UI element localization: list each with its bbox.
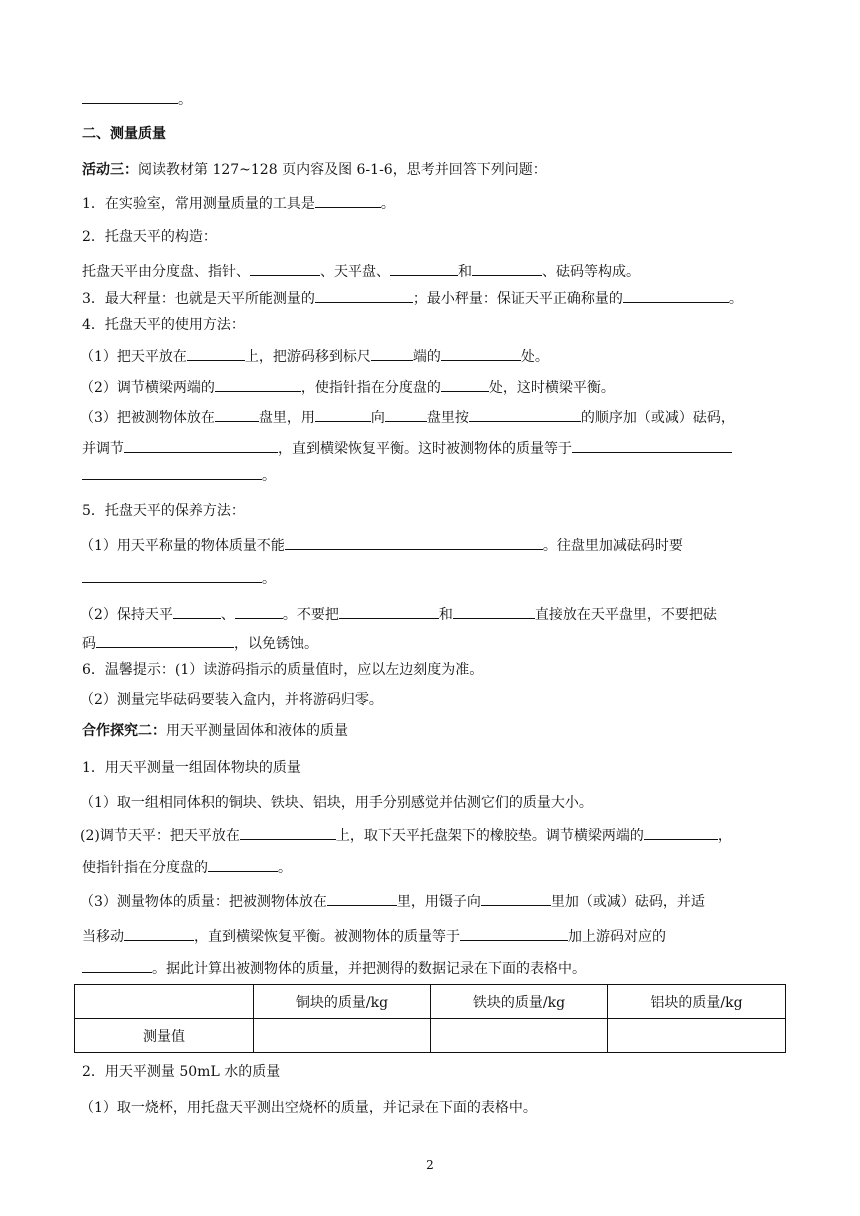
- blank[interactable]: [124, 926, 194, 941]
- blank[interactable]: [124, 438, 278, 453]
- blank[interactable]: [315, 288, 413, 303]
- blank[interactable]: [572, 438, 732, 453]
- inquiry-1-2-cont: 使指针指在分度盘的 。: [82, 857, 778, 878]
- question-4-3-end: 。: [82, 465, 778, 486]
- table-header-cell: [75, 985, 254, 1019]
- blank[interactable]: [390, 261, 458, 276]
- blank[interactable]: [315, 407, 371, 422]
- question-5-1-end: 。: [82, 568, 778, 589]
- question-5-1: （1）用天平称量的物体质量不能 。往盘里加减砝码时要: [80, 535, 778, 556]
- inquiry-1-3: （3）测量物体的质量：把被测物体放在 里，用镊子向 里加（或减）砝码，并适: [80, 891, 778, 912]
- table-header-cell: 铁块的质量/kg: [431, 985, 608, 1019]
- blank[interactable]: [96, 633, 234, 648]
- blank[interactable]: [215, 377, 301, 392]
- question-5-2: （2）保持天平 、 。不要把 和 直接放在天平盘里，不要把砝: [80, 604, 778, 625]
- row-label: 测量值: [75, 1019, 254, 1053]
- question-4-3-cont: 并调节 ，直到横梁恢复平衡。这时被测物体的质量等于: [82, 438, 778, 459]
- line-0: 。: [82, 89, 778, 110]
- question-4-3: （3）把被测物体放在 盘里，用 向 盘里按 的顺序加（或减）砝码，: [80, 407, 778, 428]
- blank[interactable]: [215, 407, 259, 422]
- blank[interactable]: [371, 346, 413, 361]
- table-header-cell: 铜块的质量/kg: [254, 985, 431, 1019]
- table-cell[interactable]: [431, 1019, 608, 1053]
- inquiry-1: 1．用天平测量一组固体物块的质量: [82, 760, 301, 776]
- table-cell[interactable]: [608, 1019, 786, 1053]
- question-4-2: （2）调节横梁两端的 ，使指针指在分度盘的 处，这时横梁平衡。: [80, 377, 778, 398]
- inquiry-2-1: （1）取一烧杯，用托盘天平测出空烧杯的质量，并记录在下面的表格中。: [80, 1100, 537, 1116]
- section-heading: 二、测量质量: [82, 126, 166, 142]
- inquiry-1-1: （1）取一组相同体积的铜块、铁块、铝块，用手分别感觉并估测它们的质量大小。: [80, 795, 593, 811]
- question-1: 1．在实验室，常用测量质量的工具是 。: [82, 193, 778, 214]
- question-6: 6．温馨提示：(1）读游码指示的质量值时，应以左边刻度为准。: [82, 662, 484, 678]
- question-3: 3．最大秤量：也就是天平所能测量的 ；最小秤量：保证天平正确称量的 。: [82, 288, 778, 309]
- blank[interactable]: [82, 568, 262, 583]
- blank[interactable]: [441, 346, 521, 361]
- blank[interactable]: [623, 288, 729, 303]
- activity-three: 活动三：阅读教材第 127~128 页内容及图 6-1-6，思考并回答下列问题：: [82, 162, 547, 178]
- question-5-2-cont: 码 ，以免锈蚀。: [82, 633, 778, 654]
- blank[interactable]: [240, 825, 336, 840]
- question-2-detail: 托盘天平由分度盘、指针、 、天平盘、 和 、砝码等构成。: [82, 261, 778, 282]
- blank[interactable]: [235, 604, 283, 619]
- blank[interactable]: [82, 465, 262, 480]
- blank[interactable]: [315, 193, 381, 208]
- blank[interactable]: [441, 377, 489, 392]
- blank[interactable]: [327, 891, 397, 906]
- blank[interactable]: [285, 535, 543, 550]
- page-number: 2: [426, 1158, 434, 1172]
- blank[interactable]: [250, 261, 320, 276]
- table-header-row: [75, 985, 786, 1019]
- blank[interactable]: [385, 407, 427, 422]
- table-header-cell: 铝块的质量/kg: [608, 985, 786, 1019]
- question-2: 2．托盘天平的构造：: [82, 229, 217, 245]
- blank[interactable]: [481, 891, 551, 906]
- table-row: [75, 1019, 786, 1053]
- blank[interactable]: [173, 604, 221, 619]
- blank[interactable]: [644, 825, 718, 840]
- question-5: 5．托盘天平的保养方法：: [82, 503, 245, 519]
- blank[interactable]: [472, 261, 542, 276]
- question-4-1: （1）把天平放在 上，把游码移到标尺 端的 处。: [80, 346, 778, 367]
- inquiry-2: 2．用天平测量 50mL 水的质量: [82, 1064, 281, 1080]
- blank[interactable]: [82, 958, 152, 973]
- inquiry-1-3-end: 。据此计算出被测物体的质量，并把测得的数据记录在下面的表格中。: [82, 958, 778, 979]
- table-cell[interactable]: [254, 1019, 431, 1053]
- inquiry-1-3-cont: 当移动 ，直到横梁恢复平衡。被测物体的质量等于 加上游码对应的: [82, 926, 778, 947]
- blank[interactable]: [208, 857, 278, 872]
- inquiry-1-2: (2)调节天平：把天平放在 上，取下天平托盘架下的橡胶垫。调节横梁两端的 ，: [80, 825, 778, 846]
- blank[interactable]: [460, 926, 568, 941]
- blank[interactable]: [339, 604, 439, 619]
- blank[interactable]: [469, 407, 581, 422]
- cooperative-inquiry-two: 合作探究二：用天平测量固体和液体的质量: [82, 723, 348, 739]
- blank[interactable]: [187, 346, 245, 361]
- question-6-2: （2）测量完毕砝码要装入盒内，并将游码归零。: [80, 692, 383, 708]
- solid-mass-table: [74, 984, 786, 1053]
- blank[interactable]: [82, 89, 178, 104]
- blank[interactable]: [453, 604, 535, 619]
- question-4: 4．托盘天平的使用方法：: [82, 317, 245, 333]
